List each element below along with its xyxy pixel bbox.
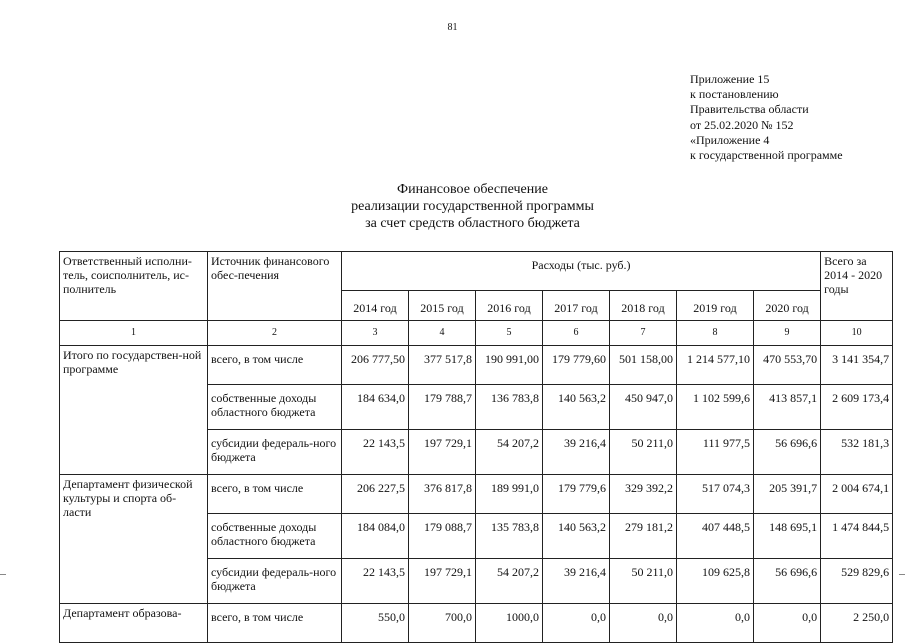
- funding-source: всего, в том числе: [208, 346, 342, 385]
- executor-name: Департамент образова-: [60, 604, 208, 643]
- year-value: 377 517,8: [409, 346, 476, 385]
- header-year: 2019 год: [677, 291, 754, 321]
- title-line: реализации государственной программы: [351, 199, 594, 214]
- year-value: 0,0: [610, 604, 677, 643]
- scan-edge-mark: [0, 574, 6, 576]
- funding-source: всего, в том числе: [208, 604, 342, 643]
- year-value: 184 634,0: [342, 385, 409, 430]
- year-value: 517 074,3: [677, 475, 754, 514]
- column-number: 8: [677, 321, 754, 346]
- year-value: 22 143,5: [342, 430, 409, 475]
- funding-source: собственные доходы областного бюджета: [208, 385, 342, 430]
- total-value: 2 250,0: [821, 604, 893, 643]
- year-value: 136 783,8: [476, 385, 543, 430]
- header-year: 2017 год: [543, 291, 610, 321]
- year-value: 56 696,6: [754, 559, 821, 604]
- year-value: 1000,0: [476, 604, 543, 643]
- year-value: 189 991,0: [476, 475, 543, 514]
- header-year: 2014 год: [342, 291, 409, 321]
- year-value: 0,0: [677, 604, 754, 643]
- year-value: 184 084,0: [342, 514, 409, 559]
- appendix-note: [690, 72, 843, 163]
- appendix-line: к постановлению: [690, 87, 779, 102]
- title-line: Финансовое обеспечение: [397, 182, 548, 197]
- year-value: 205 391,7: [754, 475, 821, 514]
- scan-edge-mark: [899, 574, 905, 576]
- total-value: 2 609 173,4: [821, 385, 893, 430]
- year-value: 0,0: [543, 604, 610, 643]
- year-value: 700,0: [409, 604, 476, 643]
- funding-source: субсидии федераль-ного бюджета: [208, 559, 342, 604]
- year-value: 206 777,50: [342, 346, 409, 385]
- year-value: 50 211,0: [610, 559, 677, 604]
- column-number: 10: [821, 321, 893, 346]
- year-value: 50 211,0: [610, 430, 677, 475]
- header-year: 2015 год: [409, 291, 476, 321]
- header-responsible: Ответственный исполни-тель, соисполнитель, ис-полнитель: [60, 252, 208, 321]
- year-value: 148 695,1: [754, 514, 821, 559]
- column-number: 9: [754, 321, 821, 346]
- title-line: за счет средств областного бюджета: [365, 216, 580, 231]
- financing-table: [59, 251, 893, 643]
- document-title: [0, 181, 905, 232]
- total-value: 3 141 354,7: [821, 346, 893, 385]
- appendix-line: от 25.02.2020 № 152: [690, 117, 794, 132]
- year-value: 197 729,1: [409, 559, 476, 604]
- column-number: 7: [610, 321, 677, 346]
- column-number: 1: [60, 321, 208, 346]
- year-value: 1 102 599,6: [677, 385, 754, 430]
- total-value: 532 181,3: [821, 430, 893, 475]
- year-value: 470 553,70: [754, 346, 821, 385]
- appendix-line: к государственной программе: [690, 148, 843, 163]
- table-row: [60, 346, 893, 385]
- year-value: 22 143,5: [342, 559, 409, 604]
- appendix-line: «Приложение 4: [690, 132, 770, 147]
- header-year: 2018 год: [610, 291, 677, 321]
- column-number: 4: [409, 321, 476, 346]
- year-value: 197 729,1: [409, 430, 476, 475]
- column-number: 6: [543, 321, 610, 346]
- year-value: 1 214 577,10: [677, 346, 754, 385]
- year-value: 56 696,6: [754, 430, 821, 475]
- year-value: 450 947,0: [610, 385, 677, 430]
- funding-source: всего, в том числе: [208, 475, 342, 514]
- year-value: 111 977,5: [677, 430, 754, 475]
- year-value: 376 817,8: [409, 475, 476, 514]
- header-total: Всего за 2014 - 2020 годы: [821, 252, 893, 321]
- year-value: 140 563,2: [543, 385, 610, 430]
- total-value: 2 004 674,1: [821, 475, 893, 514]
- executor-name: Департамент физической культуры и спорта об-ласти: [60, 475, 208, 604]
- header-year: 2016 год: [476, 291, 543, 321]
- year-value: 179 779,6: [543, 475, 610, 514]
- executor-name: Итого по государствен-ной программе: [60, 346, 208, 475]
- year-value: 135 783,8: [476, 514, 543, 559]
- year-value: 39 216,4: [543, 430, 610, 475]
- year-value: 179 779,60: [543, 346, 610, 385]
- column-number: 2: [208, 321, 342, 346]
- year-value: 54 207,2: [476, 559, 543, 604]
- appendix-line: Приложение 15: [690, 72, 770, 86]
- appendix-line: Правительства области: [690, 102, 809, 117]
- year-value: 501 158,00: [610, 346, 677, 385]
- year-value: 190 991,00: [476, 346, 543, 385]
- year-value: 413 857,1: [754, 385, 821, 430]
- page-number: 81: [447, 22, 458, 33]
- table-row: [60, 475, 893, 514]
- year-value: 54 207,2: [476, 430, 543, 475]
- header-source: Источник финансового обес-печения: [208, 252, 342, 321]
- column-number: 5: [476, 321, 543, 346]
- year-value: 206 227,5: [342, 475, 409, 514]
- year-value: 140 563,2: [543, 514, 610, 559]
- funding-source: субсидии федераль-ного бюджета: [208, 430, 342, 475]
- year-value: 179 088,7: [409, 514, 476, 559]
- year-value: 407 448,5: [677, 514, 754, 559]
- year-value: 550,0: [342, 604, 409, 643]
- year-value: 179 788,7: [409, 385, 476, 430]
- year-value: 39 216,4: [543, 559, 610, 604]
- header-expenses: Расходы (тыс. руб.): [342, 252, 821, 291]
- year-value: 279 181,2: [610, 514, 677, 559]
- table-row: [60, 604, 893, 643]
- header-year: 2020 год: [754, 291, 821, 321]
- funding-source: собственные доходы областного бюджета: [208, 514, 342, 559]
- total-value: 1 474 844,5: [821, 514, 893, 559]
- column-number: 3: [342, 321, 409, 346]
- total-value: 529 829,6: [821, 559, 893, 604]
- year-value: 0,0: [754, 604, 821, 643]
- year-value: 329 392,2: [610, 475, 677, 514]
- year-value: 109 625,8: [677, 559, 754, 604]
